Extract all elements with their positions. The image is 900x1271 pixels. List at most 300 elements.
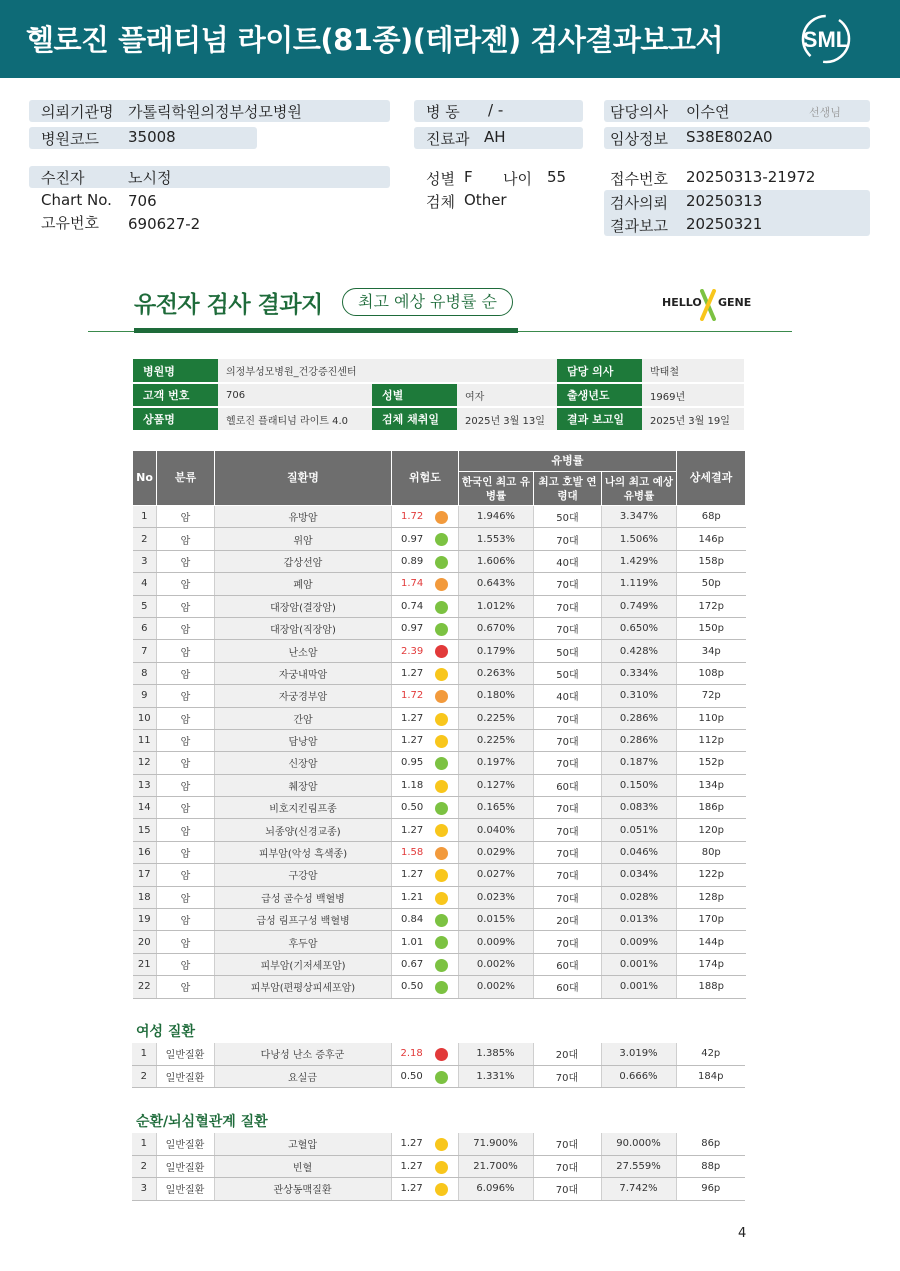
row-risk (392, 774, 459, 796)
row-no: 8 (133, 662, 157, 684)
report-title: 헬로진 플래티넘 라이트(81종)(테라젠) 검사결과보고서 (26, 23, 723, 57)
row-no: 15 (133, 819, 157, 841)
risk-value: 0.74 (401, 600, 424, 612)
row-risk (392, 506, 459, 528)
row-category: 암 (157, 797, 215, 819)
row-korean-max: 0.225% (459, 707, 534, 729)
risk-level-dot-icon (435, 1183, 448, 1196)
doctor-label: 담당의사 (610, 103, 668, 121)
row-category: 암 (157, 976, 215, 998)
row-korean-max: 0.023% (459, 886, 534, 908)
sex-value: F (464, 168, 473, 186)
table-row (133, 617, 746, 639)
row-detail-page: 80p (677, 841, 746, 863)
row-detail-page: 122p (677, 864, 746, 886)
row-no: 4 (133, 573, 157, 595)
col-korean-max: 한국인 최고 유병률 (459, 472, 534, 506)
risk-value: 1.27 (401, 735, 424, 747)
table-row (133, 931, 746, 953)
row-korean-max: 1.012% (459, 595, 534, 617)
col-prevalence: 유병률 (459, 451, 677, 472)
sml-logo (796, 12, 856, 66)
risk-value: 0.67 (401, 959, 424, 970)
risk-level-dot-icon (435, 1071, 448, 1084)
row-category: 일반질환 (156, 1155, 214, 1177)
row-detail-page: 186p (677, 797, 746, 819)
row-my-max: 1.506% (602, 528, 677, 550)
risk-value: 1.27 (401, 869, 424, 881)
row-detail-page: 68p (677, 506, 746, 528)
chart-label: Chart No. (41, 191, 112, 209)
female-section-title: 여성 질환 (136, 1024, 195, 1040)
row-peak-age: 70대 (534, 841, 602, 863)
row-disease: 급성 골수성 백혈병 (215, 886, 392, 908)
row-my-max: 0.046% (602, 841, 677, 863)
patient-label: 수진자 (41, 169, 85, 187)
risk-level-dot-icon (435, 556, 448, 569)
risk-level-dot-icon (435, 713, 448, 726)
row-category: 일반질환 (156, 1178, 214, 1200)
customer-label: 고객 번호 (133, 383, 218, 407)
row-disease: 뇌종양(신경교종) (215, 819, 392, 841)
risk-value: 1.27 (401, 824, 424, 836)
row-no: 19 (133, 909, 157, 931)
clinical-label: 임상정보 (610, 130, 668, 148)
risk-level-dot-icon (435, 533, 448, 546)
table-row (133, 685, 746, 707)
row-my-max: 0.310% (602, 685, 677, 707)
risk-value: 1.18 (401, 779, 424, 791)
title-underline-accent (134, 328, 518, 333)
row-disease: 비호지킨림프종 (215, 797, 392, 819)
row-risk (392, 707, 459, 729)
row-peak-age: 40대 (534, 685, 602, 707)
row-category: 암 (157, 953, 215, 975)
doctor-value: 이수연 (686, 103, 730, 121)
row-detail-page: 170p (677, 909, 746, 931)
chart-value: 706 (128, 192, 157, 210)
row-category: 암 (157, 640, 215, 662)
row-my-max: 7.742% (601, 1178, 676, 1200)
receipt-value: 20250313-21972 (686, 168, 816, 186)
row-no: 20 (133, 931, 157, 953)
row-peak-age: 50대 (534, 506, 602, 528)
row-risk (391, 1178, 458, 1200)
hospital-label: 병원명 (133, 359, 218, 383)
row-my-max: 0.051% (602, 819, 677, 841)
risk-level-dot-icon (435, 757, 448, 770)
risk-level-dot-icon (435, 981, 448, 994)
row-detail-page: 96p (676, 1178, 745, 1200)
row-detail-page: 50p (677, 573, 746, 595)
table-row (132, 1043, 745, 1065)
row-disease: 자궁내막암 (215, 662, 392, 684)
row-korean-max: 0.040% (459, 819, 534, 841)
row-peak-age: 70대 (534, 886, 602, 908)
row-disease: 피부암(기저세포암) (215, 953, 392, 975)
row-category: 암 (157, 864, 215, 886)
row-peak-age: 70대 (534, 595, 602, 617)
table-row (133, 506, 746, 528)
row-korean-max: 0.670% (459, 617, 534, 639)
risk-level-dot-icon (435, 578, 448, 591)
row-detail-page: 174p (677, 953, 746, 975)
row-no: 3 (133, 550, 157, 572)
birth-value: 1969년 (642, 383, 744, 407)
row-my-max: 0.009% (602, 931, 677, 953)
row-peak-age: 70대 (534, 528, 602, 550)
row-my-max: 0.286% (602, 729, 677, 751)
row-korean-max: 1.385% (458, 1043, 533, 1065)
row-disease: 갑상선암 (215, 550, 392, 572)
row-disease: 다낭성 난소 증후군 (214, 1043, 391, 1065)
row-no: 22 (133, 976, 157, 998)
row-detail-page: 86p (676, 1133, 745, 1155)
row-no: 17 (133, 864, 157, 886)
row-peak-age: 70대 (533, 1133, 601, 1155)
row-peak-age: 70대 (534, 617, 602, 639)
table-row (133, 729, 746, 751)
risk-level-dot-icon (435, 645, 448, 658)
risk-value: 0.95 (401, 757, 424, 769)
row-peak-age: 70대 (533, 1065, 601, 1087)
row-my-max: 0.034% (602, 864, 677, 886)
row-risk (392, 864, 459, 886)
row-disease: 대장암(결장암) (215, 595, 392, 617)
doctor-suffix: 선생님 (809, 106, 841, 119)
sex-value: 여자 (457, 383, 557, 407)
sex-label: 성별 (426, 170, 455, 188)
row-no: 16 (133, 841, 157, 863)
row-my-max: 0.286% (602, 707, 677, 729)
row-my-max: 3.347% (602, 506, 677, 528)
row-korean-max: 0.225% (459, 729, 534, 751)
row-korean-max: 0.643% (459, 573, 534, 595)
table-row (132, 1133, 745, 1155)
row-detail-page: 42p (676, 1043, 745, 1065)
ward-label: 병 동 (426, 103, 460, 121)
row-disease: 급성 림프구성 백혈병 (215, 909, 392, 931)
row-no: 3 (132, 1178, 156, 1200)
row-category: 암 (157, 729, 215, 751)
hospital-code-value: 35008 (128, 128, 176, 146)
row-detail-page: 188p (677, 976, 746, 998)
row-risk (392, 886, 459, 908)
row-category: 암 (157, 550, 215, 572)
risk-level-dot-icon (435, 802, 448, 815)
row-peak-age: 70대 (534, 729, 602, 751)
ward-value: / - (488, 101, 504, 119)
row-my-max: 0.001% (602, 976, 677, 998)
risk-level-dot-icon (435, 959, 448, 972)
row-korean-max: 1.331% (458, 1065, 533, 1087)
row-detail-page: 128p (677, 886, 746, 908)
row-detail-page: 172p (677, 595, 746, 617)
row-no: 2 (133, 528, 157, 550)
row-korean-max: 0.165% (459, 797, 534, 819)
row-category: 암 (157, 931, 215, 953)
row-peak-age: 60대 (534, 953, 602, 975)
dept-label: 진료과 (426, 130, 470, 148)
row-no: 6 (133, 617, 157, 639)
risk-level-dot-icon (435, 735, 448, 748)
hello-gene-logo-left: HELLO (662, 296, 702, 309)
risk-level-dot-icon (435, 936, 448, 949)
report-date-label: 결과보고 (610, 217, 668, 235)
request-value: 20250313 (686, 192, 763, 210)
row-no: 1 (132, 1043, 156, 1065)
row-category: 암 (157, 909, 215, 931)
table-row (133, 797, 746, 819)
row-peak-age: 70대 (534, 797, 602, 819)
table-row (133, 528, 746, 550)
row-disease: 고혈압 (214, 1133, 391, 1155)
risk-value: 1.58 (401, 847, 424, 859)
row-risk (392, 528, 459, 550)
table-row (133, 909, 746, 931)
row-korean-max: 0.027% (459, 864, 534, 886)
risk-level-dot-icon (435, 511, 448, 524)
risk-value: 0.84 (401, 914, 424, 926)
row-my-max: 0.749% (602, 595, 677, 617)
risk-level-dot-icon (435, 668, 448, 681)
table-row (133, 662, 746, 684)
row-disease: 후두암 (215, 931, 392, 953)
table-row (132, 1155, 745, 1177)
col-risk: 위험도 (392, 451, 459, 506)
unique-label: 고유번호 (41, 214, 99, 232)
row-disease: 유방암 (215, 506, 392, 528)
risk-value: 0.50 (401, 981, 424, 993)
row-detail-page: 184p (676, 1065, 745, 1087)
risk-level-dot-icon (435, 780, 448, 793)
row-no: 18 (133, 886, 157, 908)
table-row (132, 1065, 745, 1087)
row-my-max: 27.559% (601, 1155, 676, 1177)
table-row (133, 707, 746, 729)
birth-label: 출생년도 (557, 383, 642, 407)
table-row (133, 864, 746, 886)
row-category: 암 (157, 685, 215, 707)
row-risk (391, 1043, 458, 1065)
report-date-value: 20250321 (686, 215, 763, 233)
row-category: 암 (157, 841, 215, 863)
cardio-section-title: 순환/뇌심혈관계 질환 (136, 1114, 268, 1130)
table-row (133, 953, 746, 975)
sml-logo-text: SML (802, 27, 850, 52)
row-peak-age: 60대 (534, 774, 602, 796)
customer-value: 706 (218, 383, 372, 407)
row-detail-page: 158p (677, 550, 746, 572)
row-no: 21 (133, 953, 157, 975)
row-risk (392, 819, 459, 841)
row-category: 암 (157, 774, 215, 796)
row-disease: 피부암(악성 흑색종) (215, 841, 392, 863)
row-no: 13 (133, 774, 157, 796)
row-risk (391, 1155, 458, 1177)
risk-value: 1.27 (400, 1138, 423, 1150)
age-value: 55 (547, 168, 567, 186)
hospital-code-label: 병원코드 (41, 130, 99, 148)
row-peak-age: 70대 (534, 707, 602, 729)
row-no: 10 (133, 707, 157, 729)
row-my-max: 0.187% (602, 752, 677, 774)
row-risk (392, 595, 459, 617)
row-category: 암 (157, 819, 215, 841)
product-label: 상품명 (133, 407, 218, 431)
age-label: 나이 (503, 170, 532, 188)
row-disease: 위암 (215, 528, 392, 550)
row-korean-max: 0.180% (459, 685, 534, 707)
risk-level-dot-icon (435, 1048, 448, 1061)
risk-value: 0.89 (401, 555, 424, 567)
result-label: 결과 보고일 (557, 407, 642, 431)
row-peak-age: 70대 (534, 573, 602, 595)
patient-name: 노시정 (128, 169, 172, 187)
row-disease: 피부암(편평상피세포암) (215, 976, 392, 998)
row-risk (392, 662, 459, 684)
row-my-max: 0.013% (602, 909, 677, 931)
table-row (133, 774, 746, 796)
collect-value: 2025년 3월 13일 (457, 407, 557, 431)
row-risk (392, 617, 459, 639)
row-no: 2 (132, 1155, 156, 1177)
row-category: 암 (157, 595, 215, 617)
table-row (133, 752, 746, 774)
risk-level-dot-icon (435, 623, 448, 636)
genetic-report-title: 유전자 검사 결과지 (134, 292, 323, 318)
row-disease: 폐암 (215, 573, 392, 595)
request-label: 검사의뢰 (610, 194, 668, 212)
header-banner (0, 0, 900, 78)
table-row (133, 886, 746, 908)
product-value: 헬로진 플래티넘 라이트 4.0 (218, 407, 372, 431)
row-disease: 관상동맥질환 (214, 1178, 391, 1200)
table-row (132, 1178, 745, 1200)
row-my-max: 0.083% (602, 797, 677, 819)
cancer-results-table (132, 450, 746, 999)
risk-value: 0.97 (401, 533, 424, 545)
risk-level-dot-icon (435, 847, 448, 860)
table-row (133, 595, 746, 617)
col-peak-age: 최고 호발 연령대 (534, 472, 602, 506)
row-risk (392, 953, 459, 975)
result-value: 2025년 3월 19일 (642, 407, 744, 431)
dept-value: AH (484, 128, 506, 146)
row-disease: 요실금 (214, 1065, 391, 1087)
table-row (133, 819, 746, 841)
row-category: 일반질환 (156, 1043, 214, 1065)
row-korean-max: 0.002% (459, 953, 534, 975)
row-korean-max: 1.946% (459, 506, 534, 528)
row-detail-page: 108p (677, 662, 746, 684)
row-category: 암 (157, 617, 215, 639)
col-detail: 상세결과 (677, 451, 746, 506)
row-detail-page: 72p (677, 685, 746, 707)
table-row (133, 976, 746, 998)
row-no: 2 (132, 1065, 156, 1087)
row-korean-max: 0.029% (459, 841, 534, 863)
row-detail-page: 146p (677, 528, 746, 550)
row-no: 11 (133, 729, 157, 751)
risk-level-dot-icon (435, 1161, 448, 1174)
row-peak-age: 70대 (534, 752, 602, 774)
risk-value: 1.74 (401, 578, 424, 590)
row-disease: 구강암 (215, 864, 392, 886)
row-detail-page: 112p (677, 729, 746, 751)
row-peak-age: 40대 (534, 550, 602, 572)
row-no: 7 (133, 640, 157, 662)
doctor-value: 박태철 (642, 359, 744, 383)
col-no: No (133, 451, 157, 506)
row-my-max: 0.001% (602, 953, 677, 975)
risk-value: 0.97 (401, 623, 424, 635)
row-korean-max: 0.179% (459, 640, 534, 662)
row-risk (392, 976, 459, 998)
row-no: 12 (133, 752, 157, 774)
row-category: 암 (157, 573, 215, 595)
row-korean-max: 0.015% (459, 909, 534, 931)
row-my-max: 1.119% (602, 573, 677, 595)
unique-value: 690627-2 (128, 215, 201, 233)
row-category: 암 (157, 752, 215, 774)
risk-level-dot-icon (435, 869, 448, 882)
table-row (133, 640, 746, 662)
row-category: 암 (157, 662, 215, 684)
specimen-label: 검체 (426, 193, 455, 211)
row-korean-max: 0.197% (459, 752, 534, 774)
hospital-value: 의정부성모병원_건강증진센터 (218, 359, 557, 383)
row-peak-age: 70대 (533, 1178, 601, 1200)
row-category: 암 (157, 886, 215, 908)
row-peak-age: 70대 (534, 864, 602, 886)
col-category: 분류 (157, 451, 215, 506)
risk-level-dot-icon (435, 914, 448, 927)
row-korean-max: 0.002% (459, 976, 534, 998)
risk-value: 0.50 (400, 1071, 423, 1083)
female-results-table (132, 1043, 745, 1088)
row-risk (392, 550, 459, 572)
row-korean-max: 6.096% (458, 1178, 533, 1200)
row-category: 암 (157, 707, 215, 729)
risk-level-dot-icon (435, 601, 448, 614)
risk-level-dot-icon (435, 1138, 448, 1151)
row-no: 5 (133, 595, 157, 617)
hospital-info-table (133, 359, 744, 432)
row-peak-age: 50대 (534, 640, 602, 662)
sort-badge: 최고 예상 유병률 순 (342, 288, 513, 316)
table-row (133, 841, 746, 863)
row-risk (392, 685, 459, 707)
risk-value: 1.27 (400, 1161, 423, 1173)
risk-value: 2.18 (400, 1048, 423, 1060)
row-my-max: 3.019% (601, 1043, 676, 1065)
row-peak-age: 60대 (534, 976, 602, 998)
row-no: 9 (133, 685, 157, 707)
row-peak-age: 50대 (534, 662, 602, 684)
institution-label: 의뢰기관명 (41, 103, 114, 121)
row-disease: 자궁경부암 (215, 685, 392, 707)
row-disease: 난소암 (215, 640, 392, 662)
row-detail-page: 110p (677, 707, 746, 729)
row-korean-max: 0.127% (459, 774, 534, 796)
risk-value: 1.01 (401, 936, 424, 948)
row-my-max: 0.428% (602, 640, 677, 662)
row-detail-page: 144p (677, 931, 746, 953)
receipt-label: 접수번호 (610, 170, 668, 188)
row-peak-age: 20대 (533, 1043, 601, 1065)
row-detail-page: 120p (677, 819, 746, 841)
